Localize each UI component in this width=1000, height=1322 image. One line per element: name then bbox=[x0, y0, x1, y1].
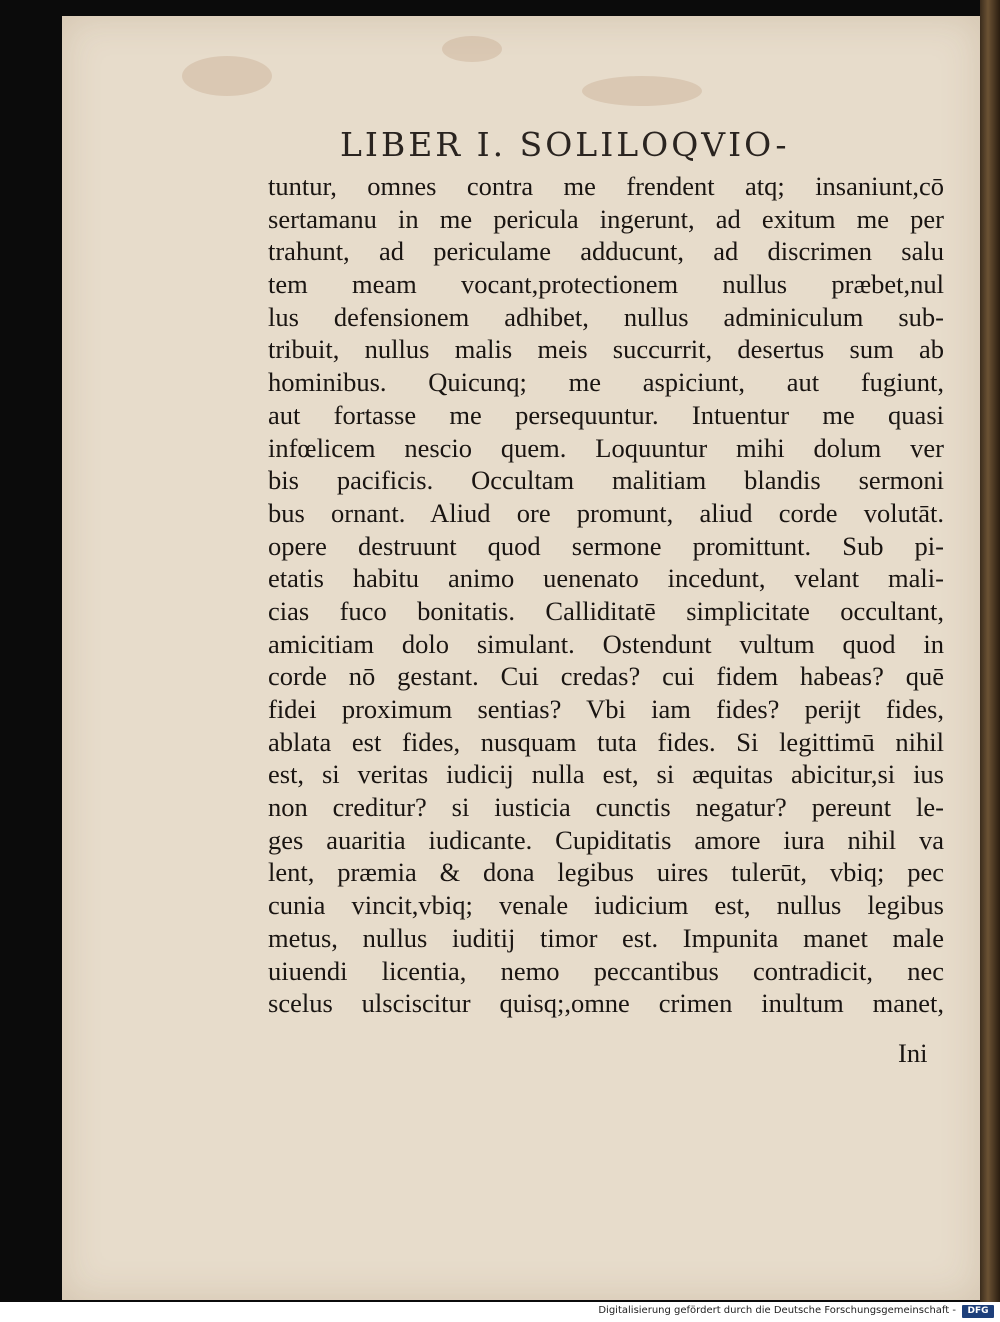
text-line: ges auaritia iudicante. Cupiditatis amore iura nihil va bbox=[268, 824, 944, 855]
dfg-logo: DFG bbox=[962, 1305, 994, 1318]
footer-bar bbox=[0, 1302, 1000, 1322]
catchword: Ini bbox=[898, 1038, 928, 1068]
running-header: LIBER I. SOLILOQVIO- bbox=[340, 125, 790, 164]
text-line: cunia vincit,vbiq; venale iudicium est, nullus legibus bbox=[268, 890, 944, 921]
text-line: tem meam vocant,protectionem nullus præbet,nul bbox=[268, 269, 944, 300]
text-line: uiuendi licentia, nemo peccantibus contradicit, nec bbox=[268, 955, 944, 986]
funding-credit: Digitalisierung gefördert durch die Deutsche Forschungsgemeinschaft - bbox=[598, 1305, 956, 1316]
text-line: corde nō gestant. Cui credas? cui fidem habeas? quē bbox=[268, 661, 944, 692]
text-line: amicitiam dolo simulant. Ostendunt vultum quod in bbox=[268, 628, 944, 659]
text-line: est, si veritas iudicij nulla est, si æquitas abicitur,si ius bbox=[268, 759, 944, 790]
text-line: lent, præmia & dona legibus uires tulerūt, vbiq; pec bbox=[268, 857, 944, 888]
text-line: fidei proximum sentias? Vbi iam fides? perijt fides, bbox=[268, 694, 944, 724]
text-line: ablata est fides, nusquam tuta fides. Si legittimū nihil bbox=[268, 726, 944, 757]
text-block bbox=[268, 170, 944, 1020]
text-line: opere destruunt quod sermone promittunt. Sub pi- bbox=[268, 530, 944, 561]
text-line: non creditur? si iusticia cunctis negatur? pereunt le- bbox=[268, 792, 944, 823]
text-line: aut fortasse me persequuntur. Intuentur me quasi bbox=[268, 399, 944, 430]
text-line: bis pacificis. Occultam malitiam blandis sermoni bbox=[268, 465, 944, 496]
text-line: tuntur, omnes contra me frendent atq; insaniunt,cō bbox=[268, 171, 944, 201]
text-line: hominibus. Quicunq; me aspiciunt, aut fugiunt, bbox=[268, 367, 944, 398]
text-line: cias fuco bonitatis. Calliditatē simplicitate occultant, bbox=[268, 595, 944, 626]
text-line: metus, nullus iuditij timor est. Impunita manet male bbox=[268, 922, 944, 953]
text-line: sertamanu in me pericula ingerunt, ad exitum me per bbox=[268, 203, 944, 234]
foxing-stain bbox=[442, 36, 502, 62]
text-line: bus ornant. Aliud ore promunt, aliud corde volutāt. bbox=[268, 497, 944, 528]
text-line: infœlicem nescio quem. Loquuntur mihi dolum ver bbox=[268, 432, 944, 463]
foxing-stain bbox=[582, 76, 702, 106]
text-line: tribuit, nullus malis meis succurrit, desertus sum ab bbox=[268, 334, 944, 365]
text-line: scelus ulsciscitur quisq;,omne crimen inultum manet, bbox=[268, 988, 944, 1019]
text-line: lus defensionem adhibet, nullus adminiculum sub- bbox=[268, 301, 944, 332]
text-line: trahunt, ad periculame adducunt, ad discrimen salu bbox=[268, 236, 944, 267]
foxing-stain bbox=[182, 56, 272, 96]
text-line: etatis habitu animo uenenato incedunt, velant mali- bbox=[268, 563, 944, 594]
page-edge bbox=[980, 0, 1000, 1302]
